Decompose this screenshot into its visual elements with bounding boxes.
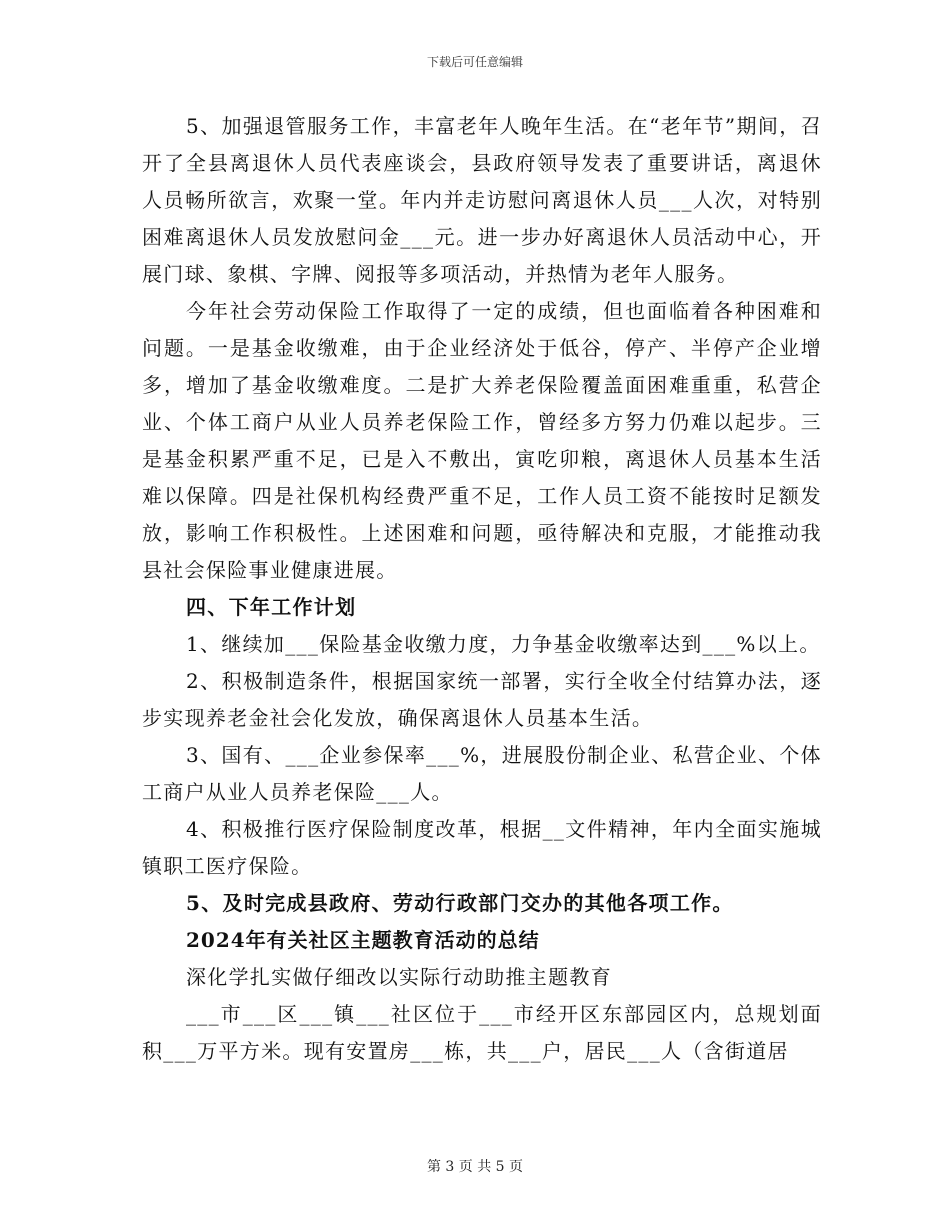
- plan-item-4: 4、积极推行医疗保险制度改革，根据__文件精神，年内全面实施城镇职工医疗保险。: [142, 817, 822, 878]
- document-subtitle: 深化学扎实做仔细改以实际行动助推主题教育: [186, 965, 612, 989]
- paragraph-difficulties: 今年社会劳动保险工作取得了一定的成绩，但也面临着各种困难和问题。一是基金收缴难，由于企业经济处于低谷，停产、半停产企业增多，增加了基金收缴难度。二是扩大养老保险覆盖面困难重重，私营企业、个体工商户从业人员养老保险工作，曾经多方努力仍难以起步。三是基金积累严重不足，已是入不敷出，寅吃卯粮，离退休人员基本生活难以保障。四是社保机构经费严重不足，工作人员工资不能按时足额发放，影响工作积极性。上述困难和问题，亟待解决和克服，才能推动我县社会保险事业健康进展。: [142, 299, 822, 582]
- plan-item-3: 3、国有、___企业参保率___%，进展股份制企业、私营企业、个体工商户从业人员养老保险___人。: [142, 743, 822, 804]
- section-heading-next-year-plan: 四、下年工作计划: [186, 595, 357, 619]
- plan-item-5: 5、及时完成县政府、劳动行政部门交办的其他各项工作。: [186, 891, 734, 915]
- page-header: 下载后可任意编辑: [426, 55, 523, 69]
- page-footer: 第 3 页 共 5 页: [426, 1159, 524, 1175]
- document-title: 2024年有关社区主题教育活动的总结: [186, 928, 540, 952]
- paragraph-community-intro: ___市___区___镇___社区位于___市经开区东部园区内，总规划面积___万平方米。现有安置房___栋，共___户，居民___人（含街道居: [142, 1002, 822, 1063]
- plan-item-1: 1、继续加___保险基金收缴力度，力争基金收缴率达到___%以上。: [186, 632, 821, 656]
- document-body: [142, 108, 822, 1070]
- paragraph-retirement-service: 5、加强退管服务工作，丰富老年人晚年生活。在“老年节”期间，召开了全县离退休人员代表座谈会，县政府领导发表了重要讲话，离退休人员畅所欲言，欢聚一堂。年内并走访慰问离退休人员___人次，对特别困难离退休人员发放慰问金___元。进一步办好离退休人员活动中心，开展门球、象棋、字牌、阅报等多项活动，并热情为老年人服务。: [142, 114, 822, 286]
- plan-item-2: 2、积极制造条件，根据国家统一部署，实行全收全付结算办法，逐步实现养老金社会化发放，确保离退休人员基本生活。: [142, 669, 822, 730]
